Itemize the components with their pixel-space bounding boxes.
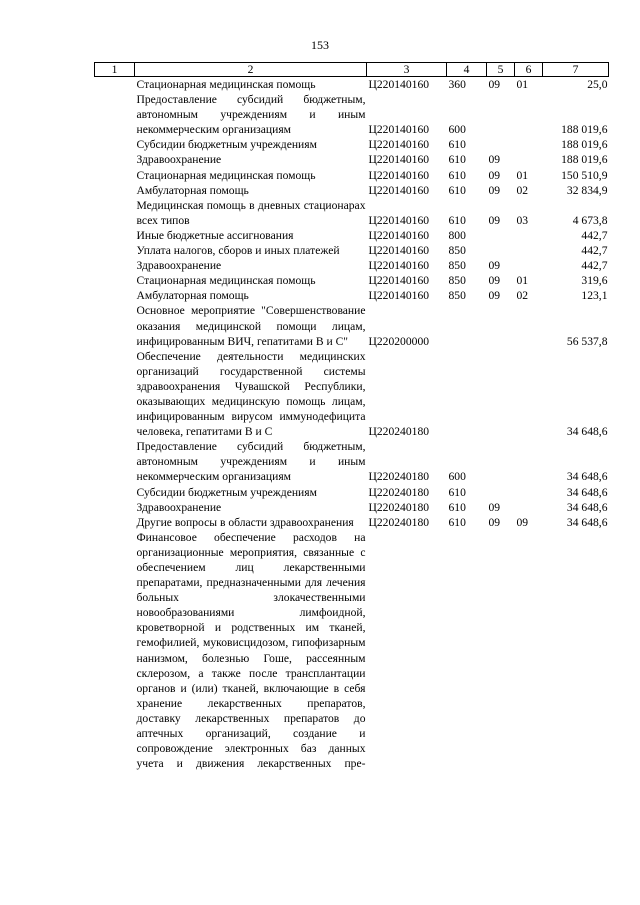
subsection-code — [515, 228, 543, 243]
section-code — [487, 485, 515, 500]
spacer-cell — [95, 168, 135, 183]
item-name: Медицинская помощь в дневных стационарах всех типов — [136, 198, 366, 227]
subsection-code — [515, 303, 543, 348]
section-code — [487, 530, 515, 772]
target-code — [367, 530, 447, 772]
expense-type: 610 — [448, 153, 466, 167]
spacer-cell — [95, 349, 135, 440]
expense-type: 610 — [448, 500, 466, 514]
budget-table — [94, 62, 609, 771]
expense-type — [447, 303, 487, 348]
item-name: Амбулаторная помощь — [136, 183, 249, 197]
subsection-code: 09 — [516, 515, 529, 529]
expense-type: 850 — [448, 274, 466, 288]
subsection-code — [515, 258, 543, 273]
item-name: Предоставление субсидий бюджетным, автономным учреждениям и иным некоммерческим организациям — [136, 440, 366, 484]
table-row — [95, 439, 609, 484]
amount: 32 834,9 — [566, 183, 608, 197]
amount: 56 537,8 — [566, 334, 608, 348]
expense-type: 360 — [448, 78, 466, 91]
spacer-cell — [95, 515, 135, 530]
subsection-code — [515, 349, 543, 440]
table-row — [95, 485, 609, 500]
amount: 150 510,9 — [561, 168, 608, 182]
item-name: Амбулаторная помощь — [136, 289, 249, 303]
target-code: Ц220240180 — [368, 425, 430, 439]
expense-type: 610 — [448, 138, 466, 152]
subsection-code: 01 — [516, 274, 529, 288]
amount: 442,7 — [581, 228, 608, 242]
expense-type: 610 — [448, 485, 466, 499]
section-code — [487, 92, 515, 137]
amount: 34 648,6 — [566, 500, 608, 514]
section-code — [487, 243, 515, 258]
section-code — [487, 228, 515, 243]
target-code: Ц220200000 — [368, 334, 430, 348]
spacer-cell — [95, 500, 135, 515]
expense-type: 850 — [448, 244, 466, 258]
table-row — [95, 77, 609, 93]
item-name: Стационарная медицинская помощь — [136, 78, 316, 91]
target-code: Ц220240180 — [368, 500, 430, 514]
section-code: 09 — [488, 515, 501, 529]
item-name: Иные бюджетные ассигнования — [136, 228, 294, 242]
spacer-cell — [95, 228, 135, 243]
target-code: Ц220140160 — [368, 244, 430, 258]
section-code: 09 — [488, 213, 501, 227]
amount: 319,6 — [581, 274, 608, 288]
amount: 442,7 — [581, 259, 608, 273]
expense-type: 600 — [448, 470, 466, 484]
column-header: 7 — [543, 63, 609, 77]
subsection-code — [515, 92, 543, 137]
column-header: 5 — [487, 63, 515, 77]
table-row — [95, 530, 609, 772]
expense-type: 610 — [448, 213, 466, 227]
target-code: Ц220140160 — [368, 168, 430, 182]
subsection-code — [515, 530, 543, 772]
item-name: Субсидии бюджетным учреждениям — [136, 485, 317, 499]
amount: 188 019,6 — [561, 153, 608, 167]
amount: 442,7 — [581, 244, 608, 258]
table-row — [95, 273, 609, 288]
spacer-cell — [95, 77, 135, 93]
amount: 188 019,6 — [561, 138, 608, 152]
item-name: Обеспечение деятельности медицинских организаций государственной системы здравоохранения Чувашской Республики, оказывающих медицинскую помощь лицам, инфицированным вирусом иммунодефицита человека, гепатитами В и С — [136, 349, 366, 439]
table-row — [95, 168, 609, 183]
column-header: 4 — [447, 63, 487, 77]
amount: 34 648,6 — [566, 515, 608, 529]
expense-type: 850 — [448, 289, 466, 303]
table-row — [95, 137, 609, 152]
spacer-cell — [95, 183, 135, 198]
subsection-code — [515, 152, 543, 167]
target-code: Ц220140160 — [368, 213, 430, 227]
spacer-cell — [95, 152, 135, 167]
subsection-code: 01 — [516, 78, 529, 91]
spacer-cell — [95, 258, 135, 273]
item-name: Здравоохранение — [136, 500, 222, 514]
target-code: Ц220140160 — [368, 289, 430, 303]
target-code: Ц220140160 — [368, 123, 430, 137]
expense-type: 800 — [448, 228, 466, 242]
table-row — [95, 515, 609, 530]
subsection-code — [515, 439, 543, 484]
item-name: Финансовое обеспечение расходов на организационные мероприятия, связанные с обеспечением лиц лекарственными препаратами, предназначенными для лечения больных злокачественными новообразованиями лимфоидной, кроветворной и родственных им тканей, гемофилией, муковисцидозом, гипофизарным нанизмом, болезнью Гоше, рассеянным склерозом, а также после трансплантации органов и (или) тканей, включающие в себя хранение лекарственных препаратов, доставку лекарственных препаратов до аптечных организаций, создание и сопровождение электронных баз данных учета и движения лекарственных пре- — [136, 530, 366, 771]
expense-type — [447, 349, 487, 440]
spacer-cell — [95, 439, 135, 484]
table-row — [95, 500, 609, 515]
table-row — [95, 198, 609, 228]
expense-type: 610 — [448, 515, 466, 529]
section-code — [487, 303, 515, 348]
spacer-cell — [95, 92, 135, 137]
table-row — [95, 92, 609, 137]
subsection-code — [515, 485, 543, 500]
item-name: Стационарная медицинская помощь — [136, 274, 316, 288]
section-code: 09 — [488, 500, 501, 514]
spacer-cell — [95, 273, 135, 288]
spacer-cell — [95, 485, 135, 500]
amount: 34 648,6 — [566, 470, 608, 484]
target-code: Ц220240180 — [368, 515, 430, 529]
subsection-code: 02 — [516, 183, 529, 197]
target-code: Ц220140160 — [368, 259, 430, 273]
spacer-cell — [95, 530, 135, 772]
subsection-code — [515, 243, 543, 258]
section-code: 09 — [488, 289, 501, 303]
item-name: Здравоохранение — [136, 259, 222, 273]
section-code: 09 — [488, 78, 501, 91]
item-name: Стационарная медицинская помощь — [136, 168, 316, 182]
subsection-code: 03 — [516, 213, 529, 227]
page-number: 153 — [311, 38, 329, 52]
section-code: 09 — [488, 168, 501, 182]
expense-type: 610 — [448, 183, 466, 197]
target-code: Ц220140160 — [368, 228, 430, 242]
target-code: Ц220140160 — [368, 274, 430, 288]
table-row — [95, 183, 609, 198]
section-code: 09 — [488, 274, 501, 288]
section-code — [487, 349, 515, 440]
column-header: 2 — [135, 63, 367, 77]
item-name: Другие вопросы в области здравоохранения — [136, 515, 354, 529]
column-header: 1 — [95, 63, 135, 77]
spacer-cell — [95, 243, 135, 258]
amount: 123,1 — [581, 289, 608, 303]
target-code: Ц220240180 — [368, 470, 430, 484]
subsection-code: 01 — [516, 168, 529, 182]
item-name: Основное мероприятие "Совершенствование оказания медицинской помощи лицам, инфицированным ВИЧ, гепатитами В и С" — [136, 304, 366, 348]
table-row — [95, 349, 609, 440]
expense-type: 600 — [448, 123, 466, 137]
table-row — [95, 288, 609, 303]
amount — [543, 530, 609, 772]
spacer-cell — [95, 303, 135, 348]
subsection-code: 02 — [516, 289, 529, 303]
expense-type: 850 — [448, 259, 466, 273]
table-row — [95, 258, 609, 273]
section-code — [487, 137, 515, 152]
expense-type: 610 — [448, 168, 466, 182]
target-code: Ц220140160 — [368, 153, 430, 167]
table-row — [95, 243, 609, 258]
item-name: Предоставление субсидий бюджетным, автономным учреждениям и иным некоммерческим организациям — [136, 93, 366, 137]
column-header: 6 — [515, 63, 543, 77]
table-row — [95, 228, 609, 243]
subsection-code — [515, 137, 543, 152]
expense-type — [447, 530, 487, 772]
amount: 25,0 — [587, 78, 608, 91]
column-header: 3 — [367, 63, 447, 77]
target-code: Ц220140160 — [368, 183, 430, 197]
spacer-cell — [95, 137, 135, 152]
target-code: Ц220140160 — [368, 78, 430, 91]
section-code — [487, 439, 515, 484]
spacer-cell — [95, 198, 135, 228]
spacer-cell — [95, 288, 135, 303]
section-code: 09 — [488, 259, 501, 273]
section-code: 09 — [488, 153, 501, 167]
item-name: Субсидии бюджетным учреждениям — [136, 138, 317, 152]
amount: 188 019,6 — [561, 123, 608, 137]
item-name: Уплата налогов, сборов и иных платежей — [136, 244, 340, 258]
amount: 34 648,6 — [566, 425, 608, 439]
subsection-code — [515, 500, 543, 515]
amount: 34 648,6 — [566, 485, 608, 499]
target-code: Ц220240180 — [368, 485, 430, 499]
section-code: 09 — [488, 183, 501, 197]
header-row — [95, 63, 609, 77]
target-code: Ц220140160 — [368, 138, 430, 152]
table-row — [95, 303, 609, 348]
item-name: Здравоохранение — [136, 153, 222, 167]
table-row — [95, 152, 609, 167]
amount: 4 673,8 — [572, 213, 608, 227]
